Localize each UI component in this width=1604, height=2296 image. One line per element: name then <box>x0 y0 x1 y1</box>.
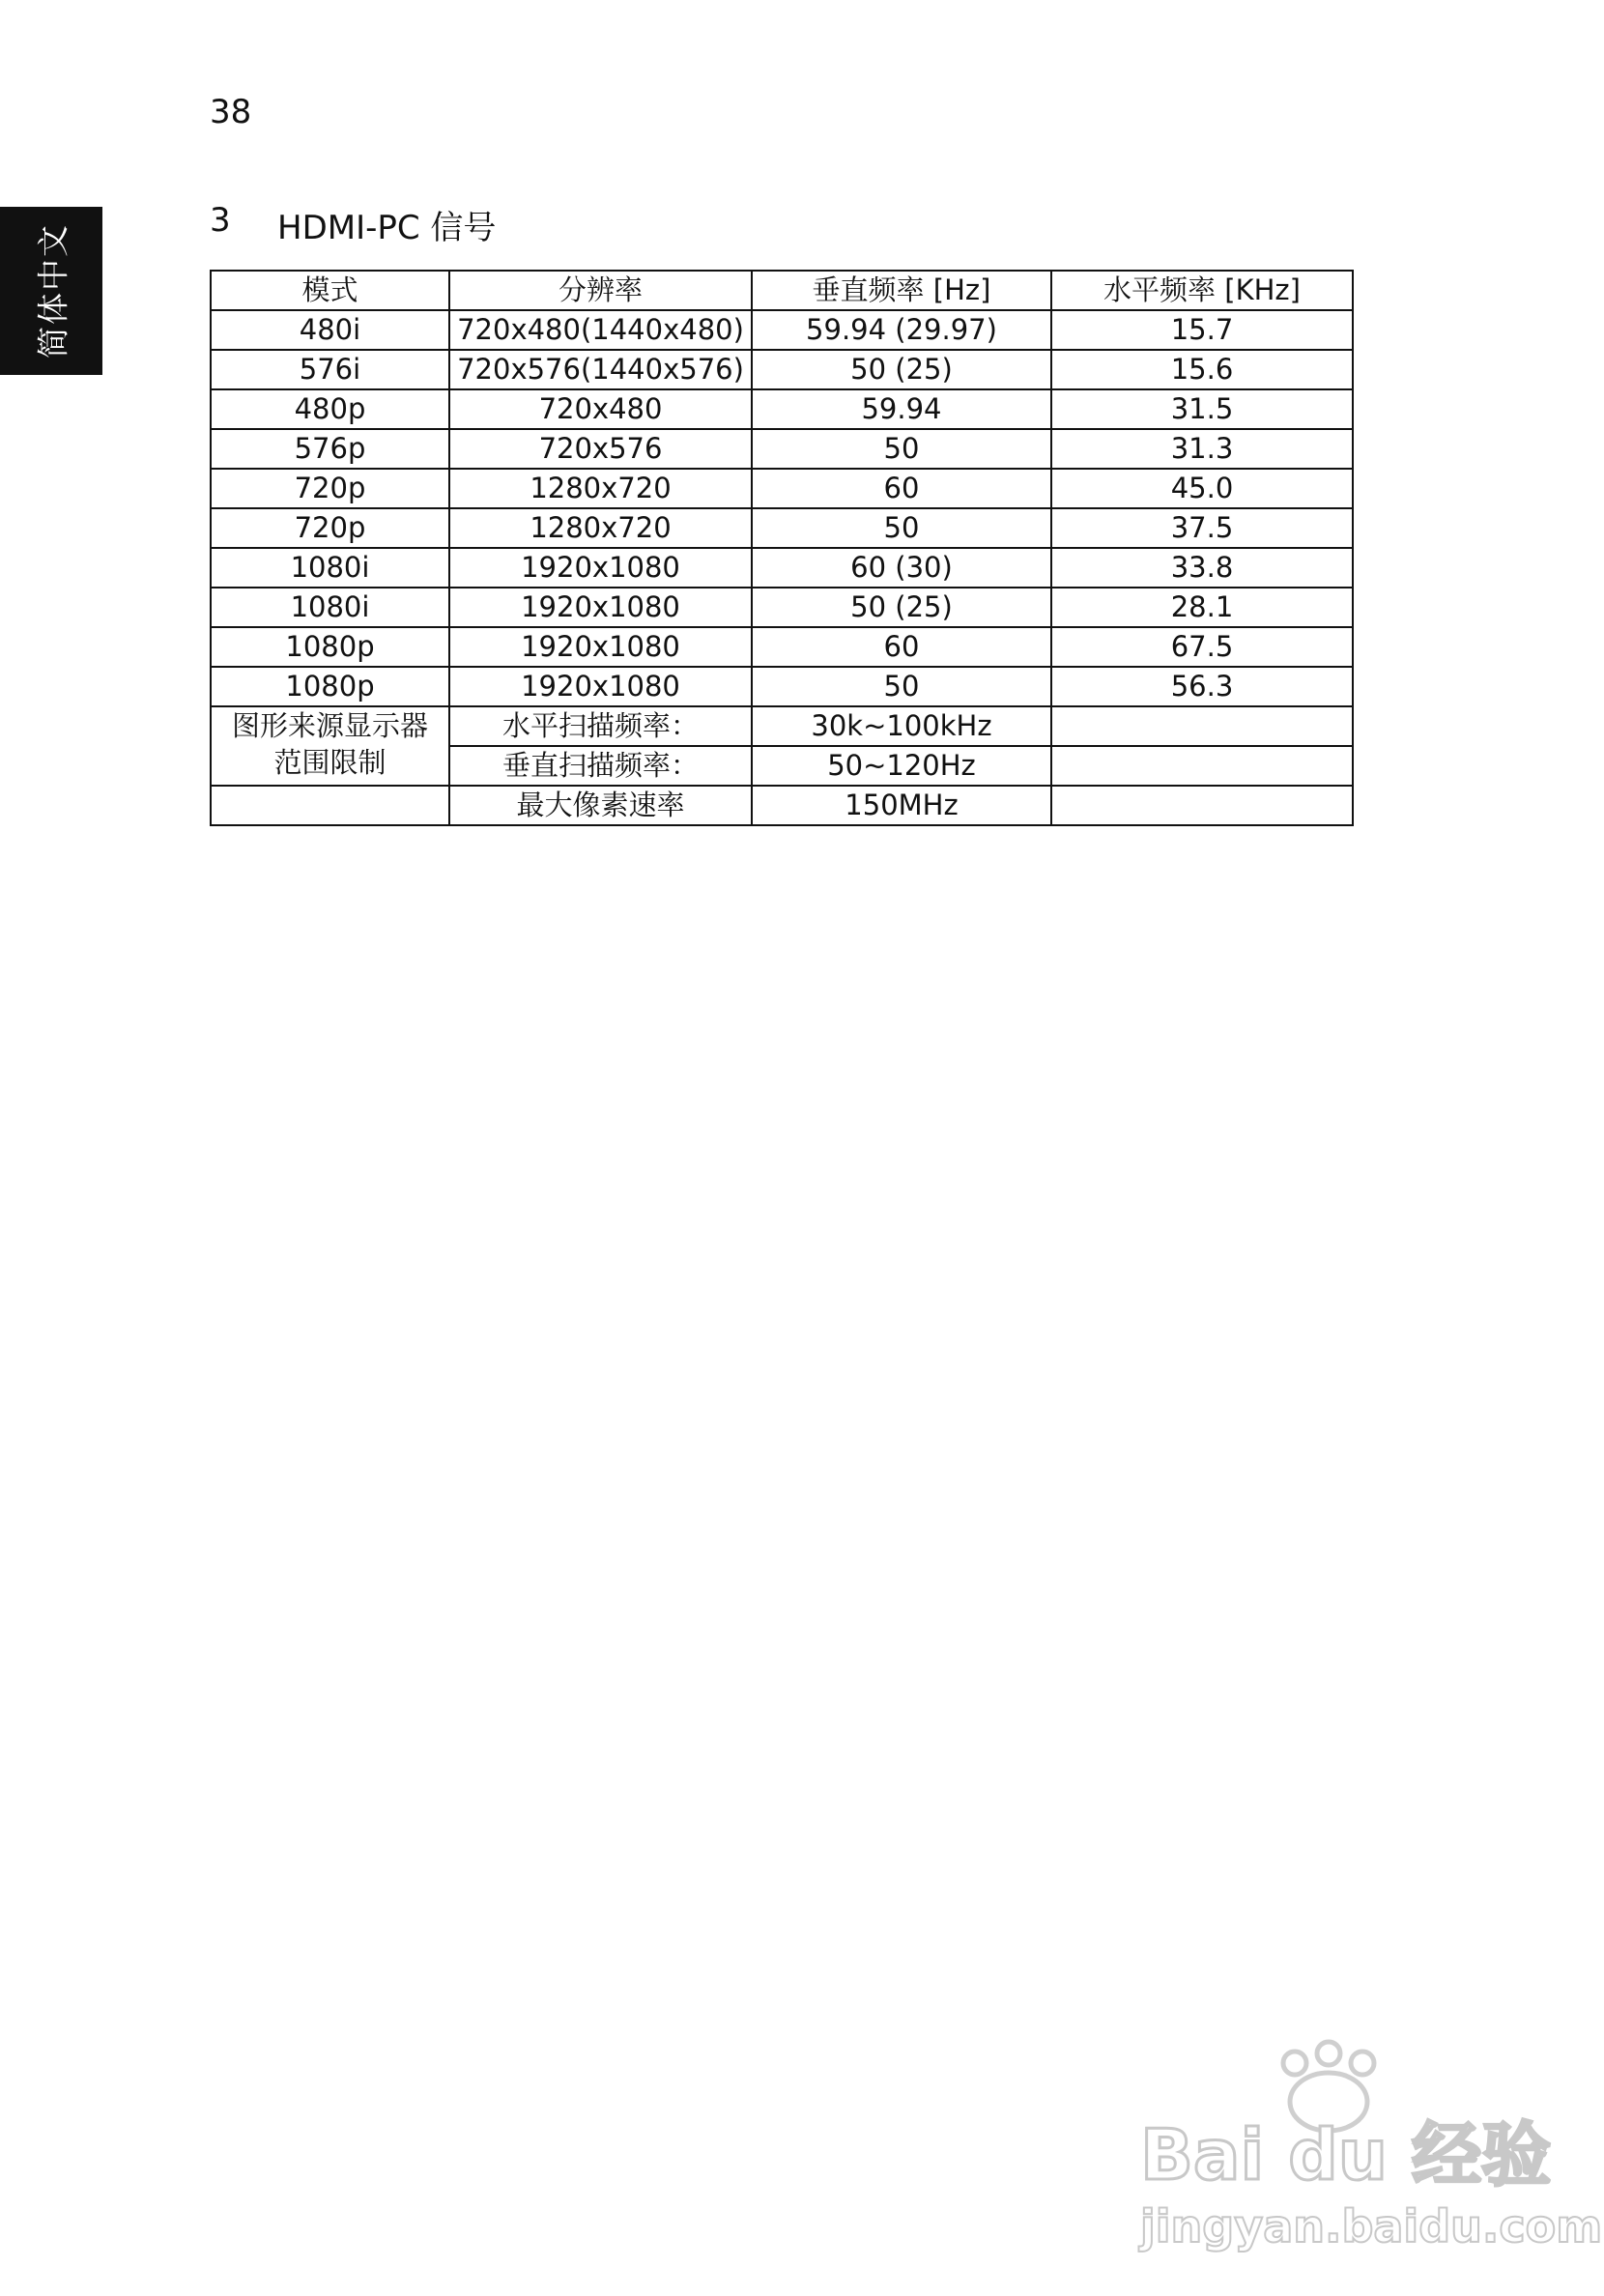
resolution-cell: 1920x1080 <box>449 548 752 588</box>
table-row <box>211 469 1353 508</box>
mode-cell: 1080p <box>211 667 449 706</box>
table-row <box>211 627 1353 667</box>
vertical-frequency-cell: 50 <box>752 667 1051 706</box>
mode-cell: 1080i <box>211 548 449 588</box>
vertical-frequency-cell: 50 <box>752 429 1051 469</box>
vertical-frequency-cell: 50 (25) <box>752 350 1051 389</box>
horizontal-frequency-cell: 67.5 <box>1051 627 1353 667</box>
mode-cell: 720p <box>211 508 449 548</box>
vertical-frequency-cell: 60 (30) <box>752 548 1051 588</box>
empty-cell <box>1051 746 1353 786</box>
limit-name-cell: 水平扫描频率： <box>449 706 752 746</box>
mode-cell: 1080i <box>211 588 449 627</box>
table-row <box>211 588 1353 627</box>
resolution-cell: 720x480 <box>449 389 752 429</box>
mode-cell: 576p <box>211 429 449 469</box>
mode-cell: 720p <box>211 469 449 508</box>
watermark-url: jingyan.baidu.com <box>1140 2200 1603 2253</box>
vertical-frequency-cell: 50 <box>752 508 1051 548</box>
language-tab <box>0 207 102 375</box>
limit-value-cell: 30k~100kHz <box>752 706 1051 746</box>
empty-cell <box>1051 786 1353 825</box>
resolution-cell: 1280x720 <box>449 469 752 508</box>
resolution-cell: 1920x1080 <box>449 627 752 667</box>
mode-cell: 1080p <box>211 627 449 667</box>
vertical-frequency-cell: 60 <box>752 469 1051 508</box>
resolution-cell: 720x480(1440x480) <box>449 310 752 350</box>
horizontal-frequency-cell: 56.3 <box>1051 667 1353 706</box>
section-number: 3 <box>210 201 231 240</box>
limits-label-line2: 范围限制 <box>273 746 387 779</box>
limit-name-cell: 垂直扫描频率： <box>449 746 752 786</box>
limit-name-cell: 最大像素速率 <box>449 786 752 825</box>
mode-cell: 480i <box>211 310 449 350</box>
mode-cell: 576i <box>211 350 449 389</box>
vertical-frequency-cell: 59.94 <box>752 389 1051 429</box>
resolution-cell: 1920x1080 <box>449 667 752 706</box>
horizontal-frequency-cell: 33.8 <box>1051 548 1353 588</box>
table-row <box>211 310 1353 350</box>
page-number: 38 <box>210 93 252 131</box>
resolution-cell: 1280x720 <box>449 508 752 548</box>
table-row <box>211 667 1353 706</box>
hdmi-pc-signal-table <box>210 270 1354 826</box>
limit-value-cell: 50~120Hz <box>752 746 1051 786</box>
horizontal-frequency-cell: 37.5 <box>1051 508 1353 548</box>
horizontal-frequency-cell: 31.3 <box>1051 429 1353 469</box>
header-cell: 模式 <box>211 271 449 310</box>
empty-cell <box>211 786 449 825</box>
limits-label-line1: 图形来源显示器 <box>231 709 428 742</box>
table-row <box>211 548 1353 588</box>
header-cell: 垂直频率 [Hz] <box>752 271 1051 310</box>
header-cell: 分辨率 <box>449 271 752 310</box>
language-tab-label: 简体中文 <box>34 223 72 359</box>
vertical-frequency-cell: 60 <box>752 627 1051 667</box>
limits-row <box>211 786 1353 825</box>
table-row <box>211 389 1353 429</box>
table-row <box>211 429 1353 469</box>
watermark-brand: Bai du 经验 <box>1140 2114 1552 2196</box>
horizontal-frequency-cell: 15.7 <box>1051 310 1353 350</box>
limits-label-cell <box>211 706 449 786</box>
vertical-frequency-cell: 59.94 (29.97) <box>752 310 1051 350</box>
horizontal-frequency-cell: 31.5 <box>1051 389 1353 429</box>
baidu-jingyan-watermark <box>1131 2044 1603 2276</box>
empty-cell <box>1051 706 1353 746</box>
section-heading <box>210 201 496 248</box>
horizontal-frequency-cell: 28.1 <box>1051 588 1353 627</box>
resolution-cell: 720x576(1440x576) <box>449 350 752 389</box>
section-title: HDMI-PC 信号 <box>277 209 497 247</box>
table-header-row <box>211 271 1353 310</box>
horizontal-frequency-cell: 15.6 <box>1051 350 1353 389</box>
header-cell: 水平频率 [KHz] <box>1051 271 1353 310</box>
vertical-frequency-cell: 50 (25) <box>752 588 1051 627</box>
resolution-cell: 720x576 <box>449 429 752 469</box>
horizontal-frequency-cell: 45.0 <box>1051 469 1353 508</box>
table-row <box>211 350 1353 389</box>
table-row <box>211 508 1353 548</box>
resolution-cell: 1920x1080 <box>449 588 752 627</box>
mode-cell: 480p <box>211 389 449 429</box>
limit-value-cell: 150MHz <box>752 786 1051 825</box>
limits-row <box>211 706 1353 746</box>
